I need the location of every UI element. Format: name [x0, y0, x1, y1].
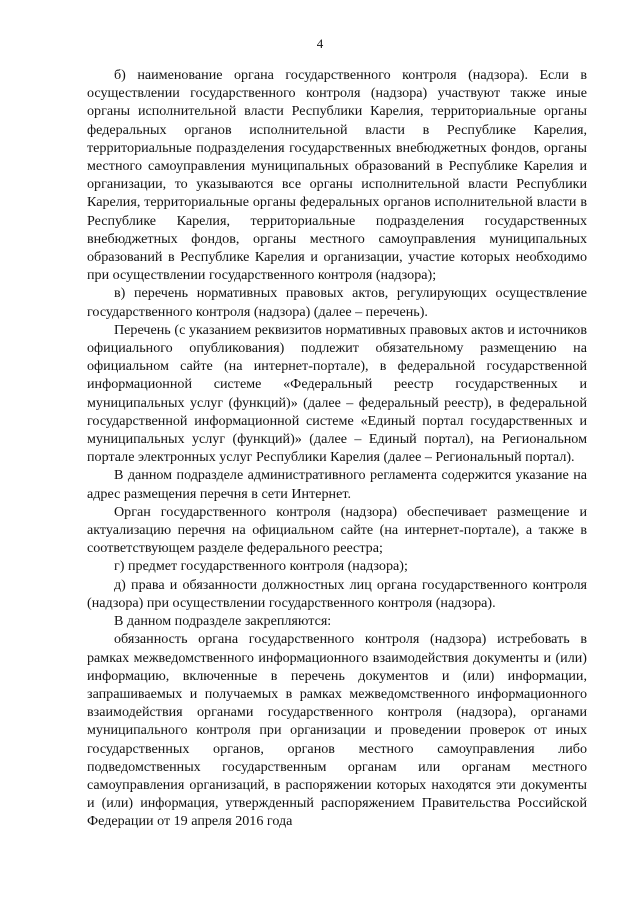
paragraph-d-rights-duties: д) права и обязанности должностных лиц органа государственного контроля (надзора) при осуществлении государственного контроля (надзора). — [87, 576, 587, 611]
paragraph-list-publication: Перечень (с указанием реквизитов нормативных правовых актов и источников официального опубликования) подлежит обязательному размещению на официальном сайте (на интернет-портале), в федеральной государственной информационной системе «Федеральный реестр государственных и муниципальных услуг (функций)» (далее – федеральный реестр), в федеральной государственной информационной системе «Единый портал государственных и муниципальных услуг (функций)» (далее – Единый портал), на Региональном портале электронных услуг Республики Карелия (далее – Региональный портал). — [87, 321, 587, 466]
paragraph-obligation: обязанность органа государственного контроля (надзора) истребовать в рамках межведомственного информационного взаимодействия документы и (или) информацию, включенные в перечень документов и (или) информации, запрашиваемых и получаемых в рамках межведомственного информационного взаимодействия органами государственного контроля (надзора), органами муниципального контроля при организации и проведении проверок от иных государственных органов, органов местного самоуправления либо подведомственных государственным органам или органам местного самоуправления организаций, в распоряжении которых находятся эти документы и (или) информация, утвержденный распоряжением Правительства Российской Федерации от 19 апреля 2016 года — [87, 631, 587, 830]
paragraph-list-maintenance: Орган государственного контроля (надзора) обеспечивает размещение и актуализацию перечня на официальном сайте (на интернет-портале), а также в соответствующем разделе федерального реестра; — [87, 503, 587, 557]
paragraph-b-control-body: б) наименование органа государственного контроля (надзора). Если в осуществлении государственного контроля (надзора) участвуют также иные органы исполнительной власти Республики Карелия, территориальные органы федеральных органов исполнительной власти в Республике Карелия, территориальные подразделения государственных внебюджетных фондов, органы местного самоуправления муниципальных образований в Республике Карелия и организации, то указываются все органы исполнительной власти Республики Карелия, территориальные органы федеральных органов исполнительной власти в Республике Карелия, территориальные подразделения государственных внебюджетных фондов, органы местного самоуправления муниципальных образований в Республике Карелия и организации, участие которых необходимо при осуществлении государственного контроля (надзора); — [87, 67, 587, 284]
paragraph-internet-address: В данном подразделе административного регламента содержится указание на адрес размещения перечня в сети Интернет. — [87, 467, 587, 502]
paragraph-section-fixes: В данном подразделе закрепляются: — [114, 613, 332, 630]
page-number: 4 — [316, 36, 324, 51]
paragraph-v-legal-acts-list: в) перечень нормативных правовых актов, регулирующих осуществление государственного контроля (надзора) (далее – перечень). — [87, 285, 587, 320]
paragraph-g-control-subject: г) предмет государственного контроля (надзора); — [114, 558, 408, 575]
body-text — [87, 66, 587, 831]
